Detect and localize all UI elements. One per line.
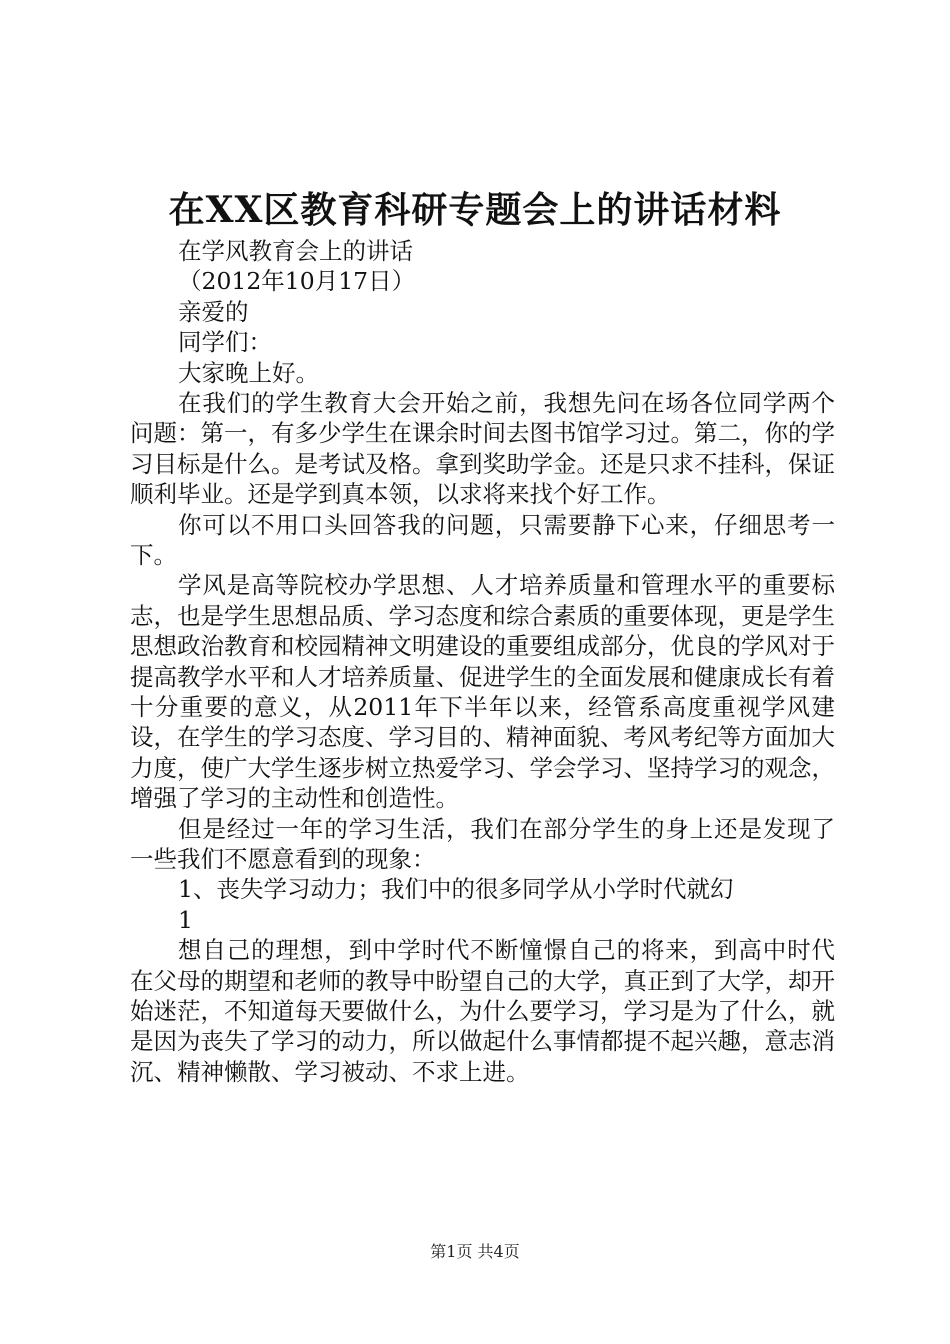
body-paragraph: 你可以不用口头回答我的问题，只需要静下心来，仔细思考一下。	[130, 510, 835, 569]
document-body	[130, 236, 835, 1087]
page-footer: 第1页 共4页	[430, 1242, 520, 1261]
inline-page-marker: 1	[178, 905, 193, 934]
document-title: 在XX区教育科研专题会上的讲话材料	[168, 189, 782, 231]
body-paragraph: 在我们的学生教育大会开始之前，我想先问在场各位同学两个问题：第一，有多少学生在课余时间去图书馆学习过。第二，你的学习目标是什么。是考试及格。拿到奖助学金。还是只求不挂科，保证顺利毕业。还是学到真本领，以求将来找个好工作。	[130, 388, 835, 509]
salutation-line: 亲爱的	[178, 297, 249, 326]
body-paragraph: 但是经过一年的学习生活，我们在部分学生的身上还是发现了一些我们不愿意看到的现象：	[130, 814, 835, 874]
date-line: （2012年10月17日）	[178, 267, 416, 296]
salutation-line: 同学们：	[178, 328, 272, 357]
greeting-line: 大家晚上好。	[178, 358, 319, 387]
speech-title-line: 在学风教育会上的讲话	[178, 237, 413, 265]
list-item-line: 1、丧失学习动力；我们中的很多同学从小学时代就幻	[178, 875, 734, 904]
body-paragraph: 学风是高等院校办学思想、人才培养质量和管理水平的重要标志，也是学生思想品质、学习态度和综合素质的重要体现，更是学生思想政治教育和校园精神文明建设的重要组成部分，优良的学风对于提高教学水平和人才培养质量、促进学生的全面发展和健康成长有着十分重要的意义，从2011年下半年以来，经管系高度重视学风建设，在学生的学习态度、学习目的、精神面貌、考风考纪等方面加大力度，使广大学生逐步树立热爱学习、学会学习、坚持学习的观念，增强了学习的主动性和创造性。	[130, 571, 835, 813]
body-paragraph: 想自己的理想，到中学时代不断憧憬自己的将来，到高中时代在父母的期望和老师的教导中盼望自己的大学，真正到了大学，却开始迷茫，不知道每天要做什么，为什么要学习，学习是为了什么，就是因为丧失了学习的动力，所以做起什么事情都提不起兴趣，意志消沉、精神懒散、学习被动、不求上进。	[130, 936, 835, 1086]
